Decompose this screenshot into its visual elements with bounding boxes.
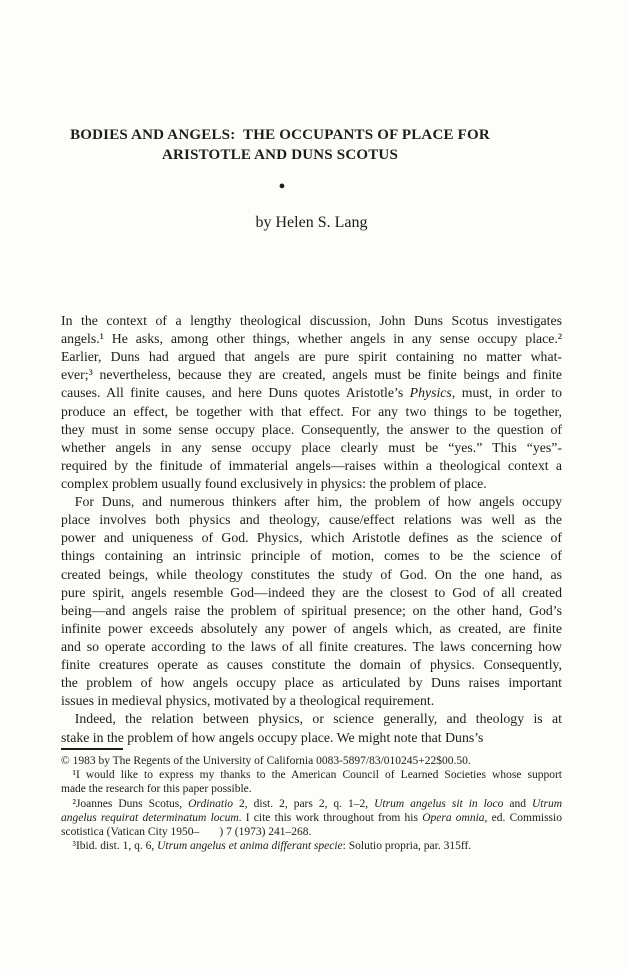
text-line: angelus requirat determinatum locum. I cite this work throughout from his Opera omnia, ed. Commissio — [61, 811, 562, 824]
text-line: created beings, while theology constitutes the study of God. On the one hand, as — [61, 566, 562, 582]
text-line: ³Ibid. dist. 1, q. 6, Utrum angelus et anima differant specie: Solutio propria, par. 315ff. — [72, 840, 472, 853]
text-line: issues in medieval physics, motivated by a theological requirement. — [61, 693, 435, 709]
footnote — [61, 839, 562, 853]
text-line: ¹I would like to express my thanks to the American Council of Learned Societies whose support — [72, 769, 562, 782]
paragraph — [61, 312, 562, 493]
text-line: whether angels in any sense occupy place clearly must be “yes.” This “yes”- — [61, 439, 562, 455]
text-line: they must in some sense occupy place. Consequently, the answer to the question of — [61, 421, 562, 437]
footnote — [61, 768, 562, 796]
text-line: required by the finitude of immaterial angels—raises within a theological context a — [61, 457, 562, 473]
byline: by Helen S. Lang — [255, 214, 368, 231]
article-body — [61, 312, 562, 747]
text-line: angels.¹ He asks, among other things, whether angels in any sense occupy place.² — [61, 331, 562, 347]
text-line: complex problem usually found exclusively in physics: the problem of place. — [61, 475, 487, 491]
title-line-1: BODIES AND ANGELS: THE OCCUPANTS OF PLACE FOR — [70, 127, 490, 143]
footnote — [61, 754, 562, 768]
text-line: stake in the problem of how angels occupy place. We might note that Duns’s — [61, 729, 484, 745]
footnote-separator-rule — [61, 748, 123, 750]
article-title — [28, 126, 532, 165]
text-line: © 1983 by The Regents of the University of California 0083-5897/83/010245+22$00.50. — [61, 755, 471, 767]
text-line: the problem of how angels occupy place as articulated by Duns raises important — [61, 675, 562, 691]
text-line: being—and angels raise the problem of spiritual presence; on the other hand, God’s — [61, 602, 562, 618]
text-line: Indeed, the relation between physics, or science generally, and theology is at — [74, 711, 562, 727]
text-line: infinite power exceeds absolutely any power of angels which, as created, are finite — [61, 620, 562, 636]
text-line: produce an effect, be together with that effect. For any two things to be together, — [61, 403, 562, 419]
text-line: For Duns, and numerous thinkers after him, the problem of how angels occupy — [74, 494, 562, 510]
footnote — [61, 797, 562, 840]
text-line: ever;³ nevertheless, because they are created, angels must be finite beings and finite — [61, 367, 562, 383]
text-line: things containing an intrinsic principle of motion, comes to be the science of — [61, 548, 562, 564]
paragraph — [61, 493, 562, 710]
title-line-2: ARISTOTLE AND DUNS SCOTUS — [161, 146, 399, 163]
paragraph — [61, 710, 562, 746]
bullet-separator-icon: ● — [278, 180, 286, 192]
text-line: pure spirit, angels resemble God—indeed they are the closest to God of all created — [61, 584, 562, 600]
text-line: finite creatures operate as causes constitute the domain of physics. Consequently, — [61, 657, 562, 673]
footnotes-block — [61, 754, 562, 853]
text-line: scotistica (Vatican City 1950– ) 7 (1973) 241–268. — [61, 825, 312, 838]
text-line: and so operate according to the laws of all finite creatures. The laws concerning how — [61, 638, 562, 654]
text-line: made the research for this paper possible. — [61, 783, 252, 796]
text-line: power and uniqueness of God. Physics, which Aristotle defines as the science of — [61, 530, 562, 546]
text-line: Earlier, Duns had argued that angels are pure spirit containing no matter what- — [61, 349, 562, 365]
text-line: ²Joannes Duns Scotus, Ordinatio 2, dist. 2, pars 2, q. 1–2, Utrum angelus sit in loco and Utrum — [72, 797, 562, 810]
text-line: place involves both physics and theology, cause/effect relations was well as the — [61, 512, 562, 528]
text-line: causes. All finite causes, and here Duns quotes Aristotle’s Physics, must, in order to — [61, 385, 562, 401]
text-line: In the context of a lengthy theological discussion, John Duns Scotus investigates — [61, 313, 562, 328]
